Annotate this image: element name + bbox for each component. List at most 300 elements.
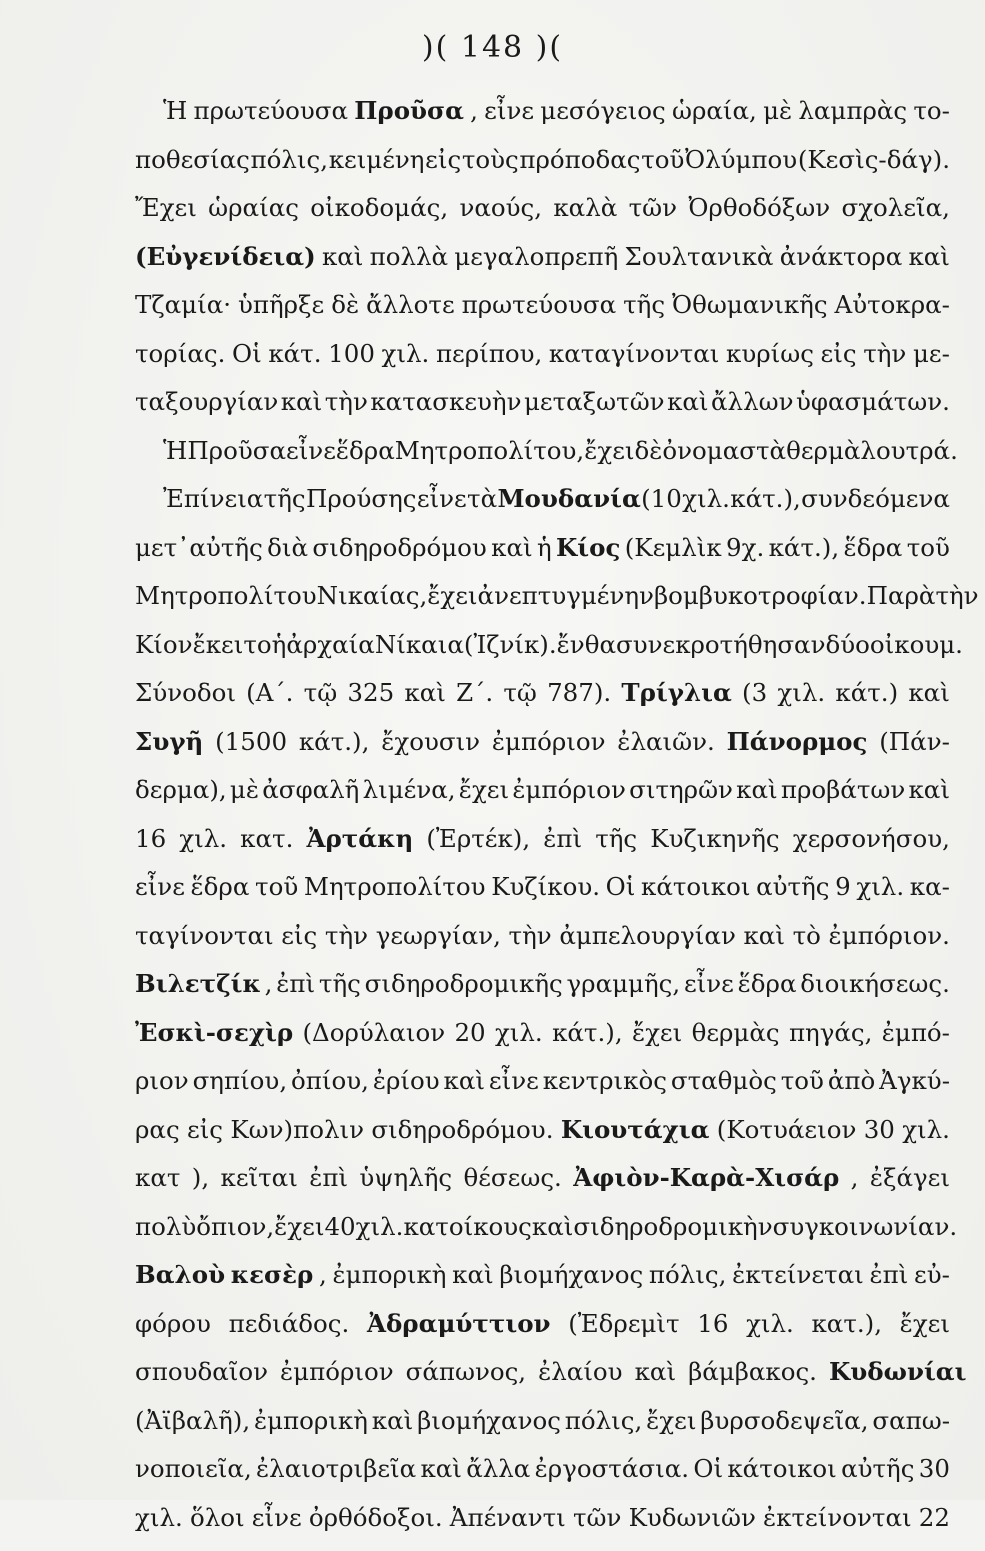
text-word: ἄλλων [711, 387, 793, 416]
text-word: Κυδωνιῶν [629, 1503, 756, 1532]
text-word: καὶ [743, 921, 784, 950]
text-word: χιλ. [856, 872, 904, 901]
text-word: σιδηροδρομικὴν [573, 1212, 772, 1241]
text-word: ἀσφαλῆ [262, 775, 359, 804]
place-name: Πάνορμος [727, 727, 868, 756]
text-line [135, 1212, 950, 1261]
text-line [135, 1454, 950, 1503]
text-word: ἐμπόριον [492, 727, 606, 756]
text-word: ἐκτείνεται [732, 1260, 864, 1289]
text-word: Ἔχει [135, 193, 197, 222]
text-word: (Ἰζνίκ).ἔνθα [464, 630, 616, 659]
text-word: Προύσης [306, 484, 417, 513]
text-word: (Ἀϊβαλῆ), [135, 1406, 250, 1435]
place-name: Κιουτάχια [561, 1115, 710, 1144]
text-line [135, 1066, 950, 1115]
text-word: ταξουργίαν [135, 387, 278, 416]
text-word: κάτ.), [299, 727, 370, 756]
text-word: ἐμπόριον. [829, 921, 950, 950]
text-line [135, 1503, 950, 1551]
text-line [135, 290, 950, 339]
text-line [135, 339, 950, 388]
text-word: αὐτῆς [841, 1454, 914, 1483]
text-word: θερμὰ [786, 436, 860, 465]
text-word: ἐλαιῶν. [617, 727, 715, 756]
text-word: κάτ.), [730, 484, 801, 513]
text-word: καταγίνονται [549, 339, 719, 368]
text-word: ἐργοστάσια. [535, 1454, 689, 1483]
place-name: Ἀφιὸν-Καρὰ-Χισάρ [573, 1163, 839, 1192]
text-word: , [265, 969, 273, 998]
text-word: ἄλλα [466, 1454, 530, 1483]
text-word: 9 [835, 872, 851, 901]
text-word: ἔχει [427, 581, 477, 610]
text-word: τῶν [573, 1503, 621, 1532]
text-word: μεγαλοπρεπῆ [454, 242, 618, 271]
text-word: καὶ [908, 242, 949, 271]
text-word: καὶ [667, 387, 708, 416]
text-word: σαπω- [872, 1406, 950, 1435]
place-name: Συγῆ [135, 727, 203, 756]
text-word: γραμμῆς, [567, 969, 681, 998]
text-line [135, 775, 950, 824]
text-word: θέσεως. [463, 1163, 561, 1192]
text-line [135, 1018, 950, 1067]
text-word: κατασκευὴν [370, 387, 521, 416]
text-word: καὶ [452, 1260, 493, 1289]
text-word: ἔχει [632, 1018, 682, 1047]
text-word: Μητροπολίτου, [395, 436, 584, 465]
text-word: τῆς [264, 484, 306, 513]
text-word: βιομήχανος [417, 1406, 561, 1435]
text-word: ἔχει [459, 775, 509, 804]
text-word: Ὀρθοδόξων [688, 193, 830, 222]
text-word: ἔχει [646, 1406, 696, 1435]
text-word: πεδιάδος. [229, 1309, 350, 1338]
text-word: πολὺ [135, 1212, 196, 1241]
text-word: πόλις, [565, 1406, 643, 1435]
text-word: ταγίνονται [135, 921, 274, 950]
text-word: ἐμπόριον [280, 1357, 394, 1386]
text-word: (1500 [215, 727, 287, 756]
text-word: ὀνομαστὰ [662, 436, 786, 465]
text-word: τὸ [793, 921, 821, 950]
text-word: καὶ [491, 533, 532, 562]
text-word: πρόποδας [519, 145, 640, 174]
text-word: ἔχει [584, 436, 634, 465]
text-word: ἐπὶ [309, 1163, 348, 1192]
text-word: καὶ [281, 387, 322, 416]
text-word: τῷ [304, 678, 338, 707]
text-word: κυρίως [726, 339, 814, 368]
text-word: ποθεσίας [135, 145, 250, 174]
text-word: διοικήσεως. [800, 969, 950, 998]
text-word: Ἀγκύ- [879, 1066, 950, 1095]
text-word: τῆς [623, 290, 665, 319]
text-word: χιλ. [179, 824, 227, 853]
text-word: 9χ. [726, 533, 764, 562]
text-word: σιδηροδρομικῆς [365, 969, 563, 998]
text-word: Προῦσα [187, 436, 286, 465]
text-word: μὲ [763, 96, 792, 125]
text-word: καὶ [532, 1212, 573, 1241]
text-line [135, 872, 950, 921]
text-word: τοῦ [255, 872, 298, 901]
text-word: αὐτῆς [756, 872, 829, 901]
text-word: το- [913, 96, 950, 125]
text-word: τῶν [629, 193, 677, 222]
text-word: Ὀλύμπου [685, 145, 797, 174]
text-word: με- [913, 339, 950, 368]
text-line [135, 387, 950, 436]
text-line [135, 1357, 950, 1406]
place-name: Κυδωνίαι [829, 1357, 967, 1386]
text-word: μὲ [230, 775, 259, 804]
text-word: ἕδρα [336, 436, 395, 465]
place-name: Βιλετζίκ [135, 969, 261, 998]
text-word: θερμὰς [692, 1018, 780, 1047]
text-word: εἶνε [135, 872, 185, 901]
text-word: (10 [641, 484, 682, 513]
text-line [135, 581, 950, 630]
text-word: Κων)πολιν [230, 1115, 364, 1144]
text-word: χιλ. [902, 1115, 950, 1144]
text-line [135, 1260, 950, 1309]
text-word: εἰς [425, 145, 461, 174]
text-word: 40 [324, 1212, 355, 1241]
text-word: 16 [135, 824, 166, 853]
text-word: καὶ [420, 1454, 461, 1483]
text-word: πρωτεύουσα [194, 96, 349, 125]
text-word: σπουδαῖον [135, 1357, 268, 1386]
text-word: ), [192, 1163, 209, 1192]
text-word: δύο [826, 630, 870, 659]
text-word: σηπίου, [193, 1066, 288, 1095]
text-word: ἀπὸ [828, 1066, 875, 1095]
text-word: εἰς [821, 339, 857, 368]
text-word: ἐμπόριον [512, 775, 626, 804]
place-name: κεσὲρ [231, 1260, 314, 1289]
text-line [135, 1115, 950, 1164]
text-word: τοῦ [781, 1066, 824, 1095]
text-word: νοποιεῖα, [135, 1454, 252, 1483]
text-word: ἐμπορικὴ [254, 1406, 368, 1435]
text-word: εἶνε [489, 1066, 539, 1095]
text-word: 20 [454, 1018, 485, 1047]
text-word: σιδηροδρόμου. [371, 1115, 553, 1144]
text-word: ναούς, [459, 193, 542, 222]
place-name: Μουδανία [497, 484, 640, 513]
text-word: καὶ [908, 678, 949, 707]
text-word: φόρου [135, 1309, 211, 1338]
text-word: ἡ [537, 533, 552, 562]
text-word: τὴν [935, 581, 978, 610]
text-word: καὶ [736, 775, 777, 804]
text-word: κατ.), [811, 1309, 882, 1338]
text-word: Ζ΄. [456, 678, 493, 707]
text-word: ἀνεπτυγμένην [478, 581, 654, 610]
text-word: τοῦ [641, 145, 684, 174]
text-word: σχολεῖα, [841, 193, 949, 222]
text-word: ἕδρα [191, 872, 250, 901]
text-line [135, 533, 950, 582]
text-word: εἰς [187, 1115, 223, 1144]
text-line [135, 436, 950, 485]
text-word: ἐλαιοτριβεῖα [256, 1454, 416, 1483]
text-word: κάτ.), [552, 1018, 623, 1047]
text-word: (Κεσὶς-δάγ). [798, 145, 950, 174]
text-word: χιλ. [382, 339, 430, 368]
text-word: 16 [697, 1309, 728, 1338]
text-line [135, 1163, 950, 1212]
body-text [135, 96, 950, 1551]
text-line [135, 193, 950, 242]
text-word: Ὀθωμανικῆς [672, 290, 828, 319]
text-word: ὀπίου, [291, 1066, 369, 1095]
text-word: μεταξωτῶν [524, 387, 665, 416]
text-word: ἀνάκτορα [780, 242, 903, 271]
text-word: μεσόγειος [540, 96, 666, 125]
text-word: ὀρθόδοξοι. [309, 1503, 443, 1532]
text-word: Νικαίας, [317, 581, 428, 610]
text-word: Μητροπολίτου [304, 872, 486, 901]
place-name: Βαλοὺ [135, 1260, 225, 1289]
text-word: Αὐτοκρα- [835, 290, 950, 319]
text-word: κάτοικοι [727, 1454, 836, 1483]
text-word: ὡραίας [208, 193, 299, 222]
text-word: εἶνε [484, 96, 534, 125]
text-word: πηγάς, [789, 1018, 872, 1047]
text-word: λαμπρὰς [798, 96, 907, 125]
text-word: τῆς [319, 969, 361, 998]
text-word: κα- [910, 872, 950, 901]
text-word: ἀρχαία [286, 630, 375, 659]
text-line [135, 921, 950, 970]
text-word: χιλ. [746, 1309, 794, 1338]
text-word: κάτοικοι [641, 872, 750, 901]
text-word: ἐπὶ [869, 1260, 908, 1289]
text-word: κάτ. [268, 339, 321, 368]
text-word: τοὺς [462, 145, 519, 174]
text-word: χερσονήσου, [793, 824, 950, 853]
text-word: εἶνε [684, 969, 734, 998]
text-word: (Κοτυάειον [717, 1115, 857, 1144]
text-word: ρας [135, 1115, 180, 1144]
text-word: εἰς [281, 921, 317, 950]
text-word: τοῦ [907, 533, 950, 562]
text-line [135, 242, 950, 291]
text-word: ὑψηλῆς [359, 1163, 452, 1192]
page-number: )( 148 )( [0, 30, 985, 65]
text-word: ὡραία, [672, 96, 757, 125]
text-word: σάπωνος, [406, 1357, 527, 1386]
text-word: καὶ [635, 1357, 676, 1386]
text-word: , [319, 1260, 327, 1289]
text-word: ἄλλοτε [366, 290, 455, 319]
text-word: καὶ [322, 242, 363, 271]
text-word: βυρσοδεψεῖα, [700, 1406, 868, 1435]
text-word: χιλ. [495, 1018, 543, 1047]
text-word: κάτ.), [769, 533, 840, 562]
text-line [135, 145, 950, 194]
text-word: κεῖται [221, 1163, 298, 1192]
text-word: (Δορύλαιον [302, 1018, 445, 1047]
text-word: χιλ. [135, 1503, 183, 1532]
text-word: 22 [919, 1503, 950, 1532]
text-word: πολλὰ [370, 242, 448, 271]
text-word: καὶ [444, 1066, 485, 1095]
text-word: προβάτων [781, 775, 905, 804]
text-word: κεντρικὸς [543, 1066, 667, 1095]
text-word: ἕδρα [738, 969, 797, 998]
text-word: ὅλοι [190, 1503, 245, 1532]
text-word: βομβυκοτροφίαν.Παρὰ [654, 581, 936, 610]
text-word: σταθμὸς [671, 1066, 777, 1095]
text-word: Μητροπολίτου [135, 581, 317, 610]
text-word: χιλ. [777, 678, 825, 707]
text-line [135, 969, 950, 1018]
text-word: ὑφασμάτων. [796, 387, 950, 416]
text-word: 30 [864, 1115, 895, 1144]
text-word: 787). [547, 678, 611, 707]
text-word: ἐκτείνονται [763, 1503, 912, 1532]
text-word: ριον [135, 1066, 189, 1095]
text-word: μετ᾽αὐτῆς [135, 533, 263, 562]
text-word: συγκοινωνίαν. [773, 1212, 958, 1241]
text-word: καὶ [372, 1406, 413, 1435]
text-word: Νίκαια [375, 630, 464, 659]
text-word: πρωτεύουσα [462, 290, 617, 319]
text-word: ἔχει [900, 1309, 950, 1338]
text-line [135, 824, 950, 873]
text-word: ἡ [272, 630, 287, 659]
text-word: τορίας. [135, 339, 225, 368]
text-word: κατ. [240, 824, 293, 853]
text-word: Κίον [135, 630, 193, 659]
place-name: Τρίγλια [621, 678, 731, 707]
text-word: καλὰ [553, 193, 617, 222]
text-word: πόλις, [649, 1260, 727, 1289]
text-word: ἕδρα [844, 533, 903, 562]
text-word: , [470, 96, 478, 125]
text-word: τῆς [595, 824, 637, 853]
text-word: ἔχει [274, 1212, 324, 1241]
text-line [135, 1406, 950, 1455]
text-word: καὶ [404, 678, 445, 707]
text-word: εἶνε [252, 1503, 302, 1532]
text-word: 30 [919, 1454, 950, 1483]
place-name: Ἐσκὶ-σεχὶρ [135, 1018, 293, 1047]
text-word: Ἡ [163, 96, 187, 125]
text-word: 100 [328, 339, 375, 368]
text-word: τὴν [325, 921, 368, 950]
text-word: οἰκουμ. [870, 630, 963, 659]
text-word: δὲ [331, 290, 359, 319]
text-word: (Ἐρτέκ), [426, 824, 530, 853]
text-word: (3 [742, 678, 767, 707]
text-word: ἐμπό- [882, 1018, 950, 1047]
text-word: βάμβακος. [688, 1357, 817, 1386]
text-word: ἐρίου [373, 1066, 440, 1095]
text-word: τῷ [503, 678, 537, 707]
text-word: ὑπῆρξε [238, 290, 324, 319]
text-line [135, 678, 950, 727]
text-word: χιλ. [356, 1212, 404, 1241]
text-word: διὰ [267, 533, 308, 562]
text-word: ὄπιον, [196, 1212, 274, 1241]
text-word: περίπου, [436, 339, 542, 368]
text-word: βιομήχανος [499, 1260, 643, 1289]
text-word: τὴν [325, 387, 368, 416]
text-word: Κυζικηνῆς [650, 824, 779, 853]
text-word: δερμα), [135, 775, 227, 804]
text-word: χιλ. [682, 484, 730, 513]
text-word: 325 [347, 678, 394, 707]
text-line [135, 630, 950, 679]
text-word: καὶ [908, 775, 949, 804]
text-line [135, 1309, 950, 1358]
text-word: κάτ.) [835, 678, 898, 707]
text-word: (Πάν- [879, 727, 950, 756]
text-word: εἶνε [417, 484, 467, 513]
text-word: κειμένη [329, 145, 425, 174]
text-word: ἔχουσιν [381, 727, 480, 756]
place-name: (Εὐγενίδεια) [135, 242, 316, 271]
text-word: Οἱ [693, 1454, 723, 1483]
place-name: Κίος [556, 533, 620, 562]
text-word: ἔκειτο [193, 630, 272, 659]
text-word: , [851, 1163, 859, 1192]
text-word: γεωργίαν, [376, 921, 501, 950]
text-word: οἰκοδομάς, [310, 193, 448, 222]
text-line [135, 727, 950, 776]
text-word: ἐπὶ [276, 969, 315, 998]
text-word: κατ [135, 1163, 180, 1192]
place-name: Ἀρτάκη [306, 824, 413, 853]
text-word: Ἀπέναντι [450, 1503, 566, 1532]
text-word: ἐξάγει [870, 1163, 950, 1192]
text-word: συνδεόμενα [801, 484, 950, 513]
text-word: τὴν [509, 921, 552, 950]
text-word: Ἐπίνεια [163, 484, 263, 513]
place-name: Ἀδραμύττιον [367, 1309, 551, 1338]
text-word: σιτηρῶν [629, 775, 733, 804]
text-word: Σύνοδοι [135, 678, 236, 707]
text-word: Ἡ [163, 436, 187, 465]
text-word: συνεκροτήθησαν [616, 630, 826, 659]
text-word: λιμένα, [363, 775, 456, 804]
text-word: (Ἐδρεμὶτ [568, 1309, 679, 1338]
text-word: ἐπὶ [543, 824, 582, 853]
text-word: λουτρά. [860, 436, 957, 465]
text-line [135, 484, 950, 533]
text-word: Σουλτανικὰ [625, 242, 774, 271]
text-word: ἐλαίου [538, 1357, 622, 1386]
text-line [135, 96, 950, 145]
text-word: Οἱ [606, 872, 636, 901]
text-word: εἶνε [286, 436, 336, 465]
text-word: (Α΄. [246, 678, 293, 707]
text-word: (Κεμλὶκ [625, 533, 722, 562]
text-word: δὲ [635, 436, 663, 465]
text-word: Τζαμία· [135, 290, 231, 319]
text-word: τὰ [467, 484, 497, 513]
text-word: κατοίκους [403, 1212, 531, 1241]
text-word: πόλις, [251, 145, 329, 174]
text-word: ἐμπορικὴ [333, 1260, 447, 1289]
text-word: τὴν [863, 339, 906, 368]
text-word: σιδηροδρόμου [312, 533, 486, 562]
